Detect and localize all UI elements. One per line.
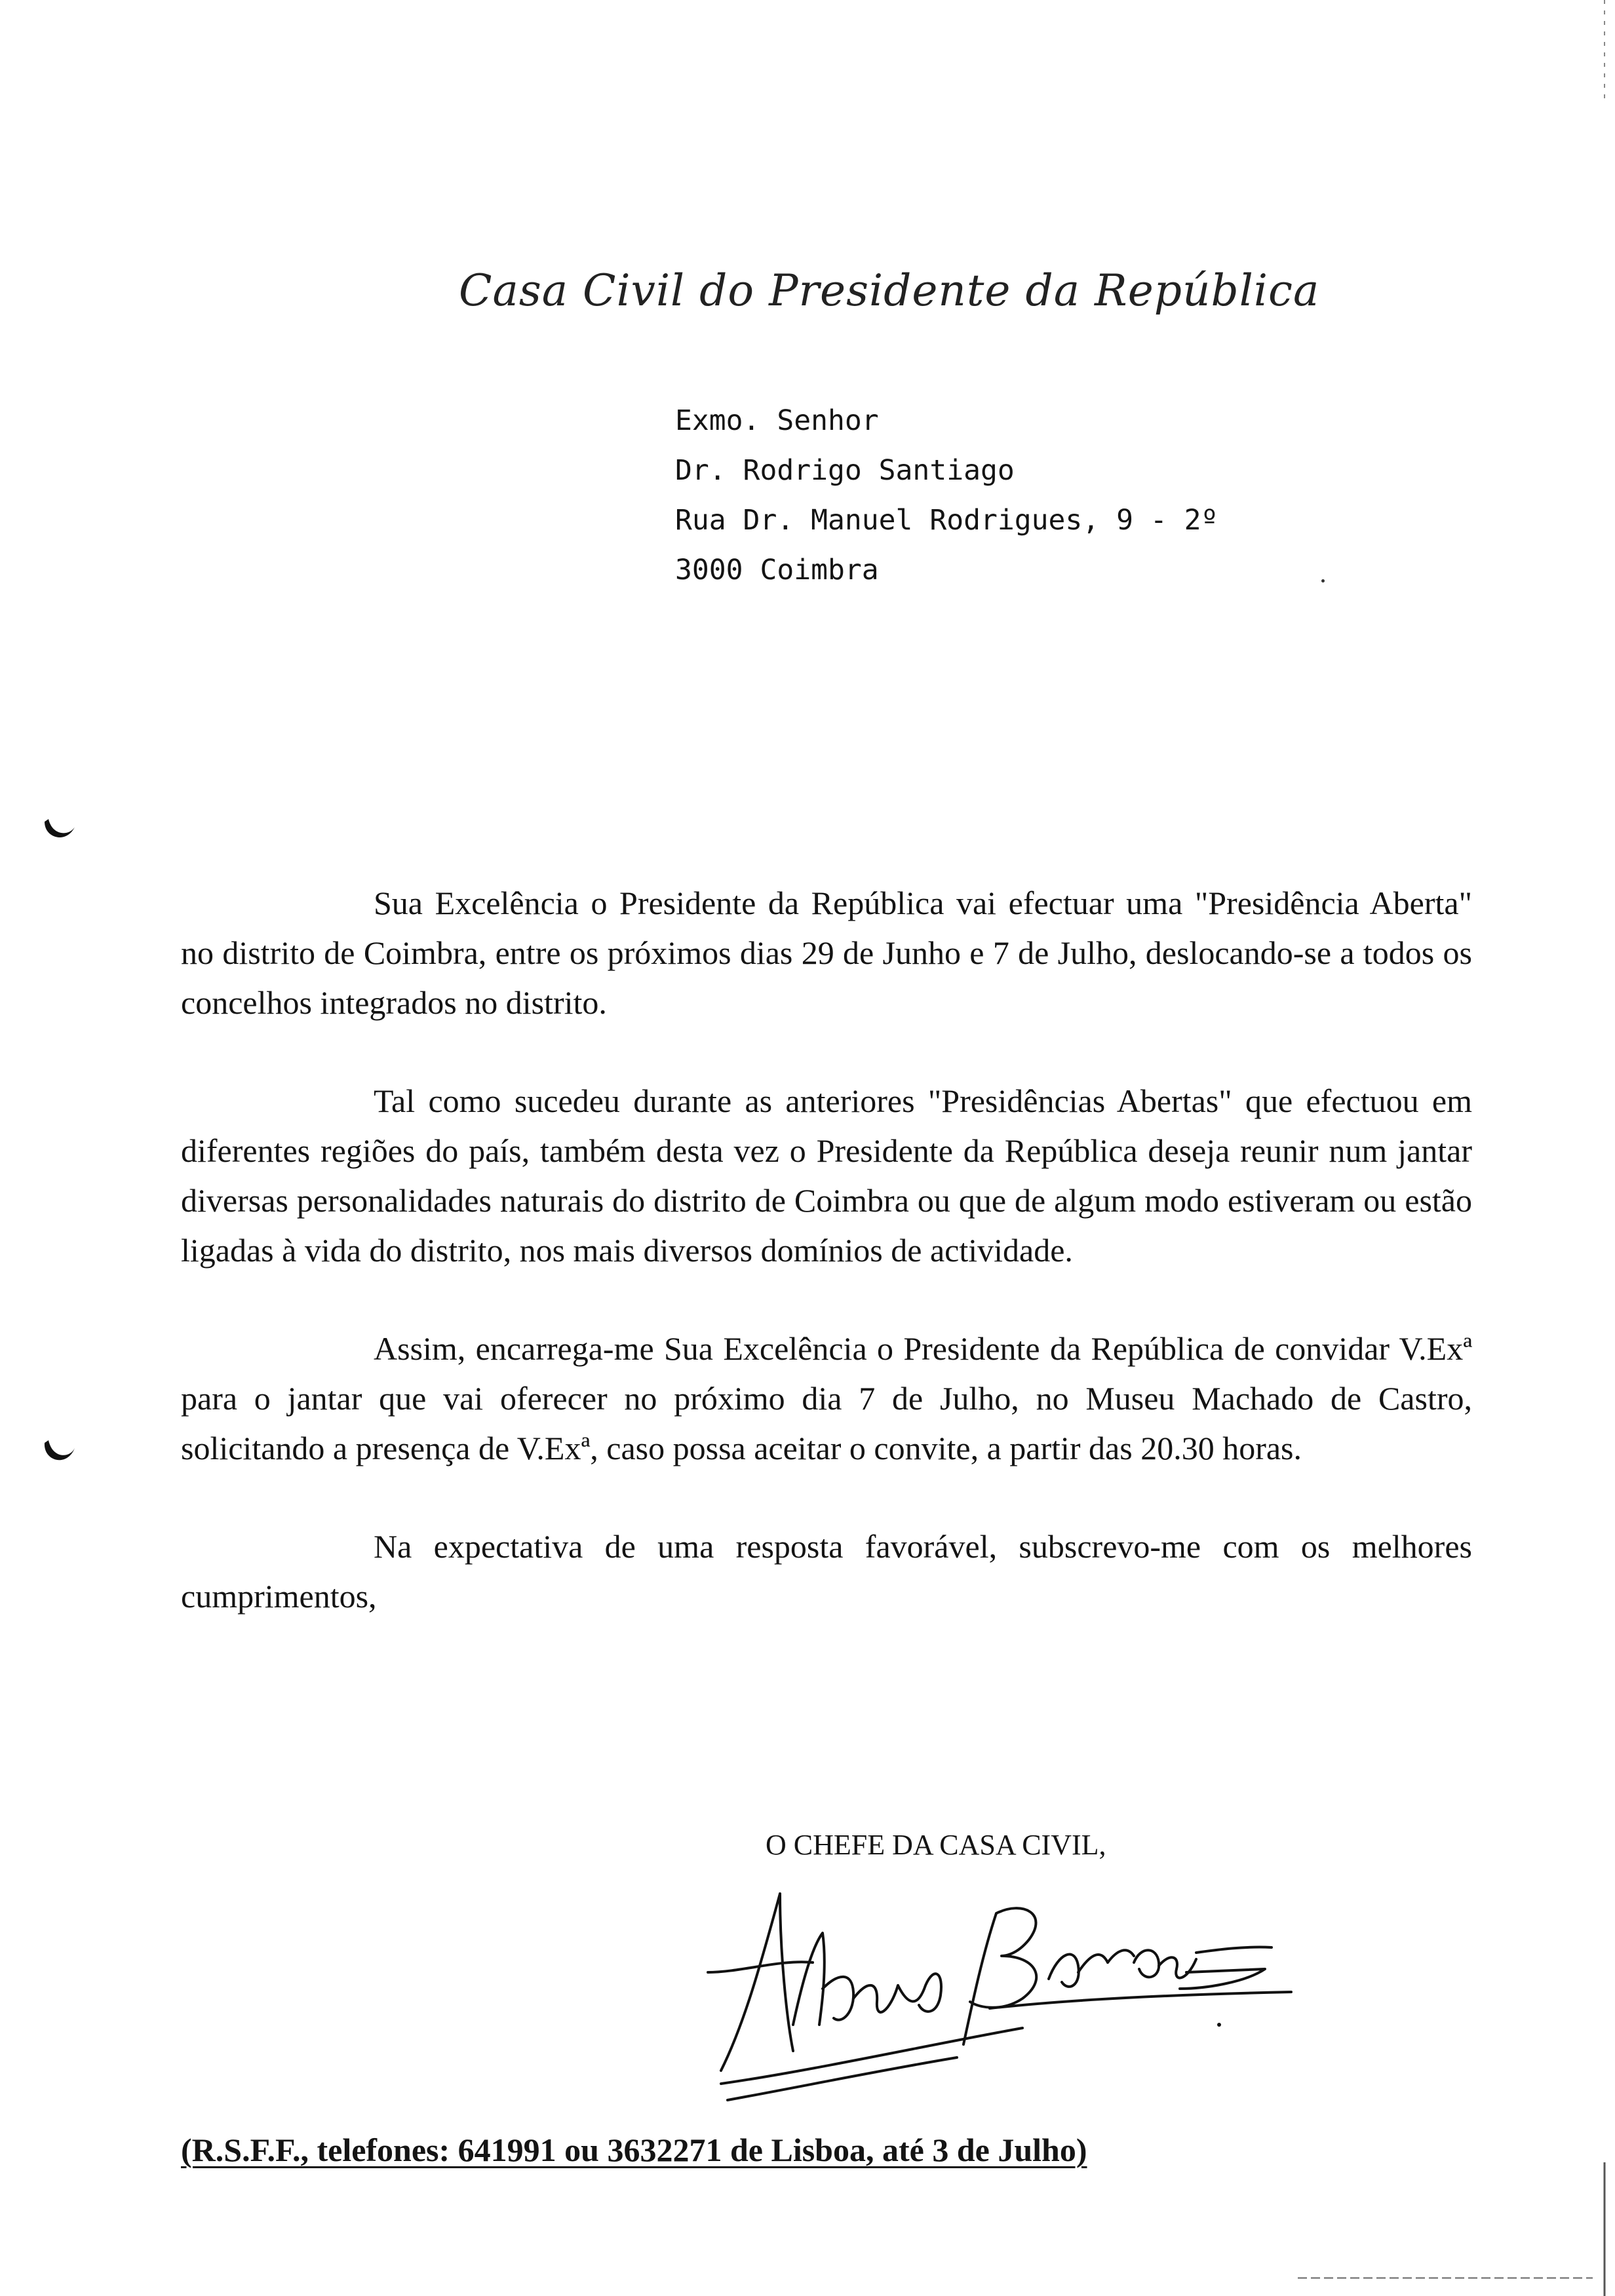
letter-body xyxy=(181,878,1472,1621)
punch-hole-icon xyxy=(41,813,77,849)
page-edge-right xyxy=(1603,0,1606,2296)
body-paragraph: Na expectativa de uma resposta favorável, subscrevo-me com os melhores cumprimentos, xyxy=(181,1528,1472,1615)
signature xyxy=(682,1874,1311,2110)
closing-title: O CHEFE DA CASA CIVIL, xyxy=(766,1829,1106,1861)
recipient-city: 3000 Coimbra xyxy=(675,554,879,586)
scan-speck xyxy=(1321,579,1325,583)
recipient-salutation: Exmo. Senhor xyxy=(675,404,879,437)
body-paragraph: Tal como sucedeu durante as anteriores "Presidências Abertas" que efectuou em diferentes regiões do país, também desta vez o Presidente da República deseja reunir num jantar diversas personalidades naturais do distrito de Coimbra ou que de algum modo estiveram ou estão ligadas à vida do distrito, nos mais diversos domínios de actividade. xyxy=(181,1082,1472,1269)
punch-hole-icon xyxy=(41,1435,77,1472)
recipient-street: Rua Dr. Manuel Rodrigues, 9 - 2º xyxy=(675,504,1218,537)
recipient-address xyxy=(675,396,1218,595)
body-paragraph: Assim, encarrega-me Sua Excelência o Presidente da República de convidar V.Exª para o jantar que vai oferecer no próximo dia 7 de Julho, no Museu Machado de Castro, solicitando a presença de V.Exª, caso possa aceitar o convite, a partir das 20.30 horas. xyxy=(181,1330,1472,1466)
page-edge-bottom xyxy=(1298,2277,1593,2279)
body-paragraph: Sua Excelência o Presidente da República vai efectuar uma "Presidência Aberta" no distrito de Coimbra, entre os próximos dias 29 de Junho e 7 de Julho, deslocando-se a todos os concelhos integrados no distrito. xyxy=(181,885,1472,1021)
footer-note: (R.S.F.F., telefones: 641991 ou 3632271 de Lisboa, até 3 de Julho) xyxy=(181,2132,1087,2168)
letterhead: Casa Civil do Presidente da República xyxy=(459,265,1320,316)
recipient-name: Dr. Rodrigo Santiago xyxy=(675,454,1015,487)
